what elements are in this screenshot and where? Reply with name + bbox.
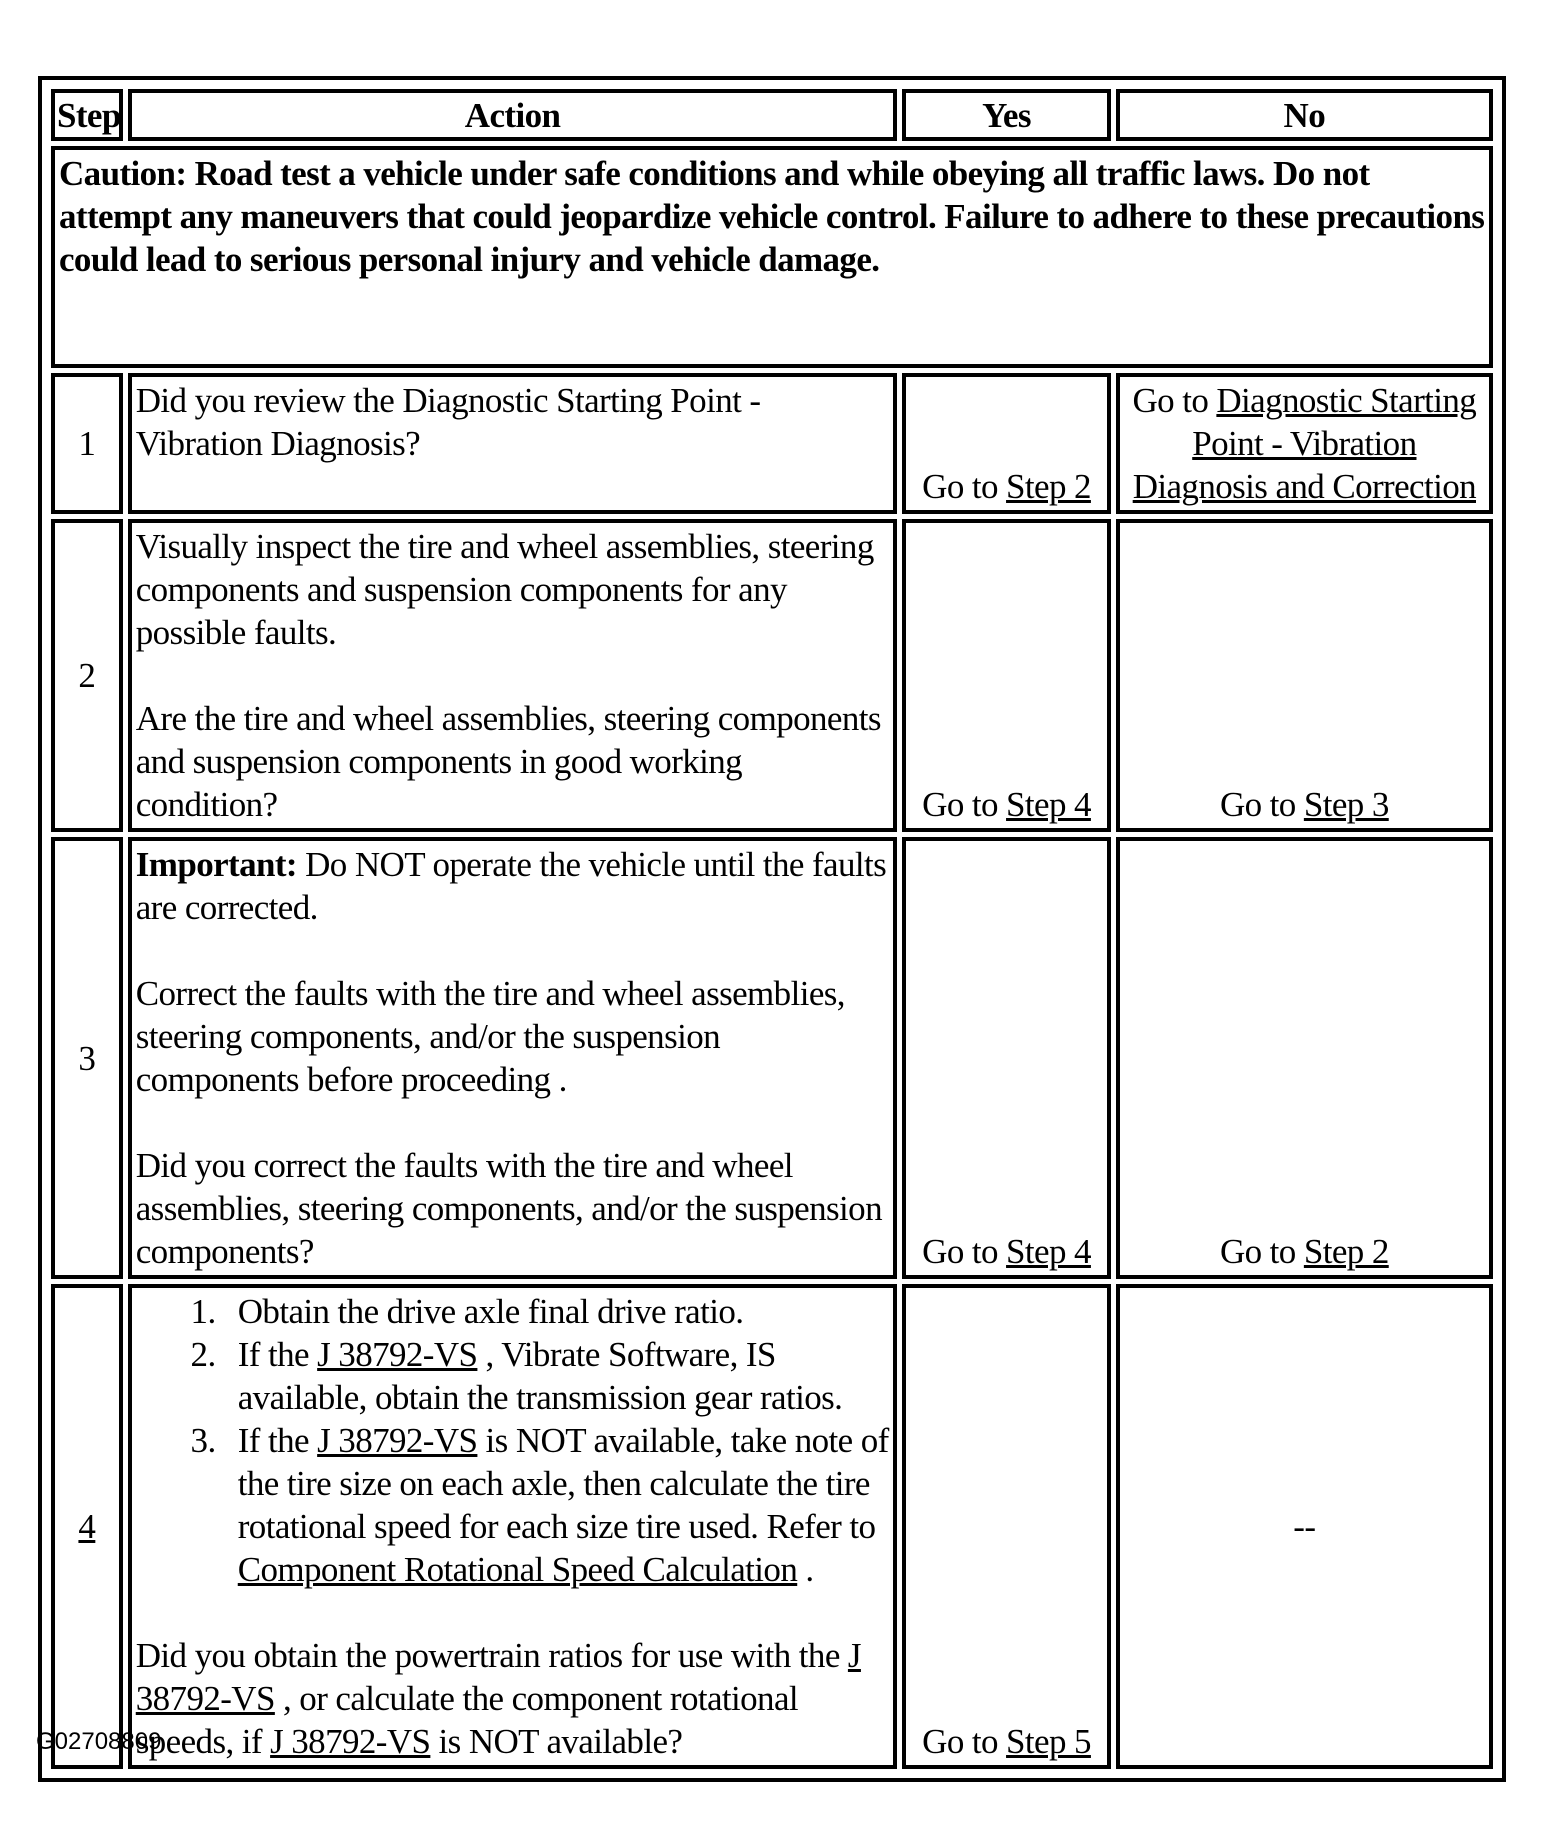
list-item (224, 1419, 890, 1591)
action-question: Are the tire and wheel assemblies, steering components and suspension components in good working condition? (135, 699, 881, 824)
procedure-list (136, 1290, 890, 1591)
no-link[interactable]: Step 3 (1303, 785, 1389, 824)
no-prefix: Go to (1132, 381, 1217, 420)
action-question (136, 1634, 890, 1763)
action-cell (128, 837, 898, 1279)
step-number (51, 1284, 123, 1769)
no-cell (1116, 373, 1493, 514)
no-link[interactable]: Diagnostic Starting Point - Vibration Diagnosis and Correction (1132, 381, 1477, 506)
list-text: , Vibrate Software, IS available, obtain the transmission gear ratios. (237, 1335, 843, 1417)
no-cell (1116, 519, 1493, 832)
step-link[interactable]: 4 (78, 1507, 96, 1546)
yes-cell (902, 837, 1110, 1279)
figure-id: G02708809 (36, 1728, 162, 1755)
tool-link[interactable]: J 38792-VS (317, 1421, 478, 1460)
table-row (51, 519, 1493, 832)
important-text: Do NOT operate the vehicle until the faults are corrected. (135, 845, 887, 927)
calculation-link[interactable]: Component Rotational Speed Calculation (237, 1550, 798, 1589)
list-text: . (797, 1550, 814, 1589)
list-item (224, 1333, 890, 1419)
step-number: 2 (51, 519, 123, 832)
yes-prefix: Go to (922, 785, 1007, 824)
yes-cell (902, 519, 1110, 832)
yes-cell (902, 1284, 1110, 1769)
list-text: If the (237, 1421, 318, 1460)
action-paragraph: Correct the faults with the tire and wheel assemblies, steering components, and/or the suspension components before proceeding . (135, 974, 845, 1099)
header-step: Step (51, 89, 123, 141)
header-action: Action (128, 89, 898, 141)
header-no: No (1116, 89, 1493, 141)
list-item: 1. Obtain the drive axle final drive ratio. (224, 1290, 890, 1333)
yes-prefix: Go to (922, 1722, 1007, 1761)
important-label: Important: (135, 845, 297, 884)
action-cell (128, 1284, 898, 1769)
yes-link[interactable]: Step 4 (1006, 785, 1091, 824)
yes-prefix: Go to (922, 467, 1007, 506)
action-cell: Did you review the Diagnostic Starting Point - Vibration Diagnosis? (128, 373, 898, 514)
step-number: 3 (51, 837, 123, 1279)
no-cell (1116, 837, 1493, 1279)
no-prefix: Go to (1219, 1232, 1304, 1271)
table-row (51, 1284, 1493, 1769)
caution-text: Caution: Road test a vehicle under safe conditions and while obeying all traffic laws. Do not attempt any maneuvers that could jeopardize vehicle control. Failure to adhere to these precautions could lead to serious personal injury and vehicle damage. (51, 146, 1493, 368)
yes-prefix: Go to (922, 1232, 1007, 1271)
important-note (136, 843, 890, 929)
header-row (51, 89, 1493, 141)
tool-link[interactable]: J 38792-VS (317, 1335, 478, 1374)
tool-link[interactable]: J 38792-VS (135, 1636, 861, 1718)
diagnostic-table (38, 76, 1506, 1782)
list-text: is NOT available, take note of the tire size on each axle, then calculate the tire rotational speed for each size tire used. Refer to (237, 1421, 889, 1546)
tool-link[interactable]: J 38792-VS (270, 1722, 431, 1761)
step-number: 1 (51, 373, 123, 514)
header-yes: Yes (902, 89, 1110, 141)
no-cell: -- (1116, 1284, 1493, 1769)
yes-link[interactable]: Step 5 (1006, 1722, 1091, 1761)
action-paragraph: Visually inspect the tire and wheel assemblies, steering components and suspension components for any possible faults. (135, 527, 874, 652)
question-text: Did you obtain the powertrain ratios for use with the (135, 1636, 848, 1675)
action-question: Did you correct the faults with the tire and wheel assemblies, steering components, and/or the suspension components? (135, 1146, 882, 1271)
no-link[interactable]: Step 2 (1303, 1232, 1389, 1271)
table-row (51, 837, 1493, 1279)
caution-row (51, 146, 1493, 368)
action-cell (128, 519, 898, 832)
question-text: is NOT available? (430, 1722, 683, 1761)
no-prefix: Go to (1219, 785, 1304, 824)
list-text: If the (237, 1335, 318, 1374)
table-row (51, 373, 1493, 514)
question-text: , or calculate the component rotational speeds, if (135, 1679, 799, 1761)
yes-cell (902, 373, 1110, 514)
yes-link[interactable]: Step 4 (1006, 1232, 1091, 1271)
yes-link[interactable]: Step 2 (1006, 467, 1091, 506)
